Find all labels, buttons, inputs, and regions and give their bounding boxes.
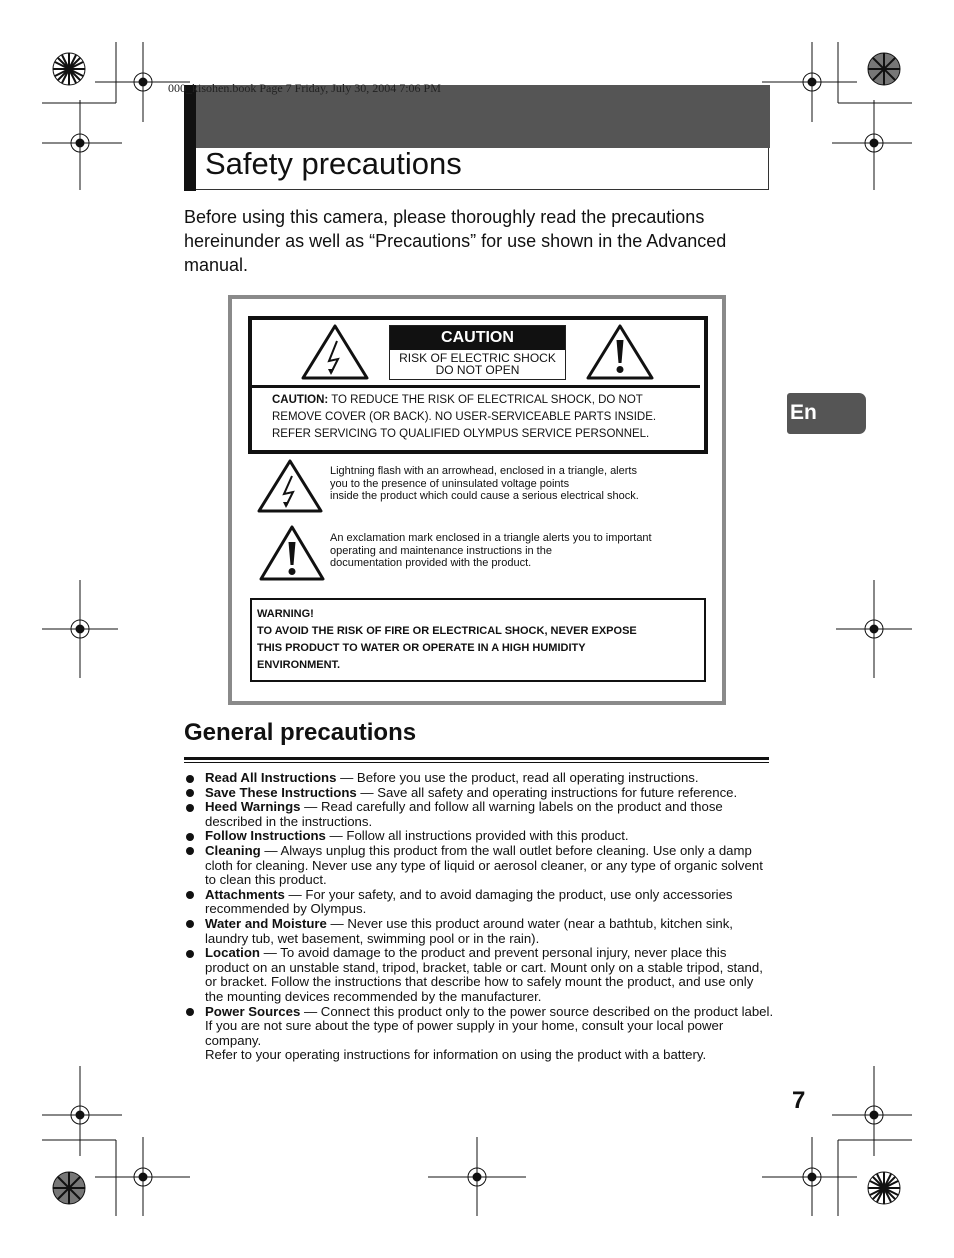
section-rule bbox=[184, 757, 769, 760]
caution-label-line2: DO NOT OPEN bbox=[435, 363, 520, 377]
exclamation-triangle-icon bbox=[585, 323, 655, 381]
list-item: Follow Instructions — Follow all instructions provided with this product. bbox=[184, 829, 774, 844]
page-number: 7 bbox=[792, 1087, 806, 1114]
warning-line3: ENVIRONMENT. bbox=[257, 659, 341, 671]
lightning-triangle-icon bbox=[300, 323, 370, 381]
list-item: Heed Warnings — Read carefully and follow all warning labels on the product and those described in the instructions. bbox=[184, 800, 774, 829]
warning-line2: THIS PRODUCT TO WATER OR OPERATE IN A HIGH HUMIDITY bbox=[257, 642, 586, 654]
bullet-icon bbox=[186, 891, 194, 899]
list-item: Water and Moisture — Never use this product around water (near a bathtub, kitchen sink, laundry tub, wet basement, swimming pool or in the rain). bbox=[184, 917, 774, 946]
warning-line1: TO AVOID THE RISK OF FIRE OR ELECTRICAL SHOCK, NEVER EXPOSE bbox=[257, 625, 637, 637]
lightning-explanation-line1: Lightning flash with an arrowhead, enclosed in a triangle, alerts bbox=[330, 465, 637, 477]
list-item: Save These Instructions — Save all safety and operating instructions for future reference. bbox=[184, 786, 774, 801]
print-info: 000_kisohen.book Page 7 Friday, July 30, 2004 7:06 PM bbox=[168, 81, 441, 95]
lightning-explanation-line2: you to the presence of uninsulated voltage points bbox=[330, 477, 570, 490]
bullet-icon bbox=[186, 775, 194, 783]
bullet-icon bbox=[186, 804, 194, 812]
caution-notice-prefix: CAUTION: bbox=[272, 394, 329, 406]
list-item: Location — To avoid damage to the product and prevent personal injury, never place this product on an unstable stand, tripod, bracket, table or cart. Mount only on a stable tripod, stand, or bracket. Follow the instructions that describe how to safely mount the product, and use only the mounting devices recommended by the manufacturer. bbox=[184, 946, 774, 1004]
exclamation-explanation bbox=[330, 532, 695, 570]
bullet-icon bbox=[186, 920, 194, 928]
exclamation-explanation-line2: operating and maintenance instructions in the bbox=[330, 544, 552, 557]
lightning-explanation bbox=[330, 465, 695, 503]
star-target-icon bbox=[53, 53, 85, 85]
list-item: Read All Instructions — Before you use the product, read all operating instructions. bbox=[184, 771, 774, 786]
bullet-icon bbox=[186, 950, 194, 958]
power-note: Refer to your operating instructions for information on using the product with a battery. bbox=[205, 1047, 707, 1063]
exclamation-explanation-line1: An exclamation mark enclosed in a triangle alerts you to important bbox=[330, 532, 652, 544]
caution-divider bbox=[252, 385, 700, 388]
caution-notice-line2: REMOVE COVER (OR BACK). NO USER-SERVICEABLE PARTS INSIDE. bbox=[272, 411, 657, 423]
caution-label-line1: RISK OF ELECTRIC SHOCK bbox=[399, 351, 556, 365]
section-title: General precautions bbox=[184, 719, 417, 746]
bullet-icon bbox=[186, 1008, 194, 1016]
language-tab bbox=[787, 393, 866, 434]
warning-heading: WARNING! bbox=[257, 608, 314, 620]
lightning-explanation-line3: inside the product which could cause a serious electrical shock. bbox=[330, 490, 639, 502]
exclamation-triangle-icon bbox=[258, 524, 326, 582]
title-accent-bar bbox=[184, 85, 196, 191]
caution-notice-line3: REFER SERVICING TO QUALIFIED OLYMPUS SERVICE PERSONNEL. bbox=[272, 428, 650, 440]
caution-notice bbox=[272, 392, 692, 443]
section-rule-thin bbox=[184, 762, 769, 763]
lightning-triangle-icon bbox=[256, 458, 324, 514]
list-item: Attachments — For your safety, and to avoid damaging the product, use only accessories recommended by Olympus. bbox=[184, 888, 774, 917]
caution-label bbox=[389, 325, 566, 380]
list-item: Cleaning — Always unplug this product from the wall outlet before cleaning. Use only a damp cloth for cleaning. Never use any type of liquid or aerosol cleaner, or any type of organic solvent to clean this product. bbox=[184, 844, 774, 888]
page-title: Safety precautions bbox=[205, 146, 462, 181]
caution-notice-line1: TO REDUCE THE RISK OF ELECTRICAL SHOCK, DO NOT bbox=[328, 394, 643, 406]
precautions-list bbox=[184, 771, 774, 1063]
bullet-icon bbox=[186, 789, 194, 797]
language-tab-label: En bbox=[790, 401, 817, 424]
bullet-icon bbox=[186, 847, 194, 855]
exclamation-explanation-line3: documentation provided with the product. bbox=[330, 557, 532, 569]
caution-label-heading: CAUTION bbox=[390, 326, 565, 350]
intro-paragraph: Before using this camera, please thoroughly read the precautions hereinunder as well as “Precautions” for use shown in the Advanced manual. bbox=[184, 207, 727, 275]
bullet-icon bbox=[186, 833, 194, 841]
list-item: Power Sources — Connect this product only to the power source described on the product label. If you are not sure about the type of power supply in your home, consult your local power company. bbox=[184, 1005, 774, 1049]
warning-notice bbox=[257, 606, 697, 674]
